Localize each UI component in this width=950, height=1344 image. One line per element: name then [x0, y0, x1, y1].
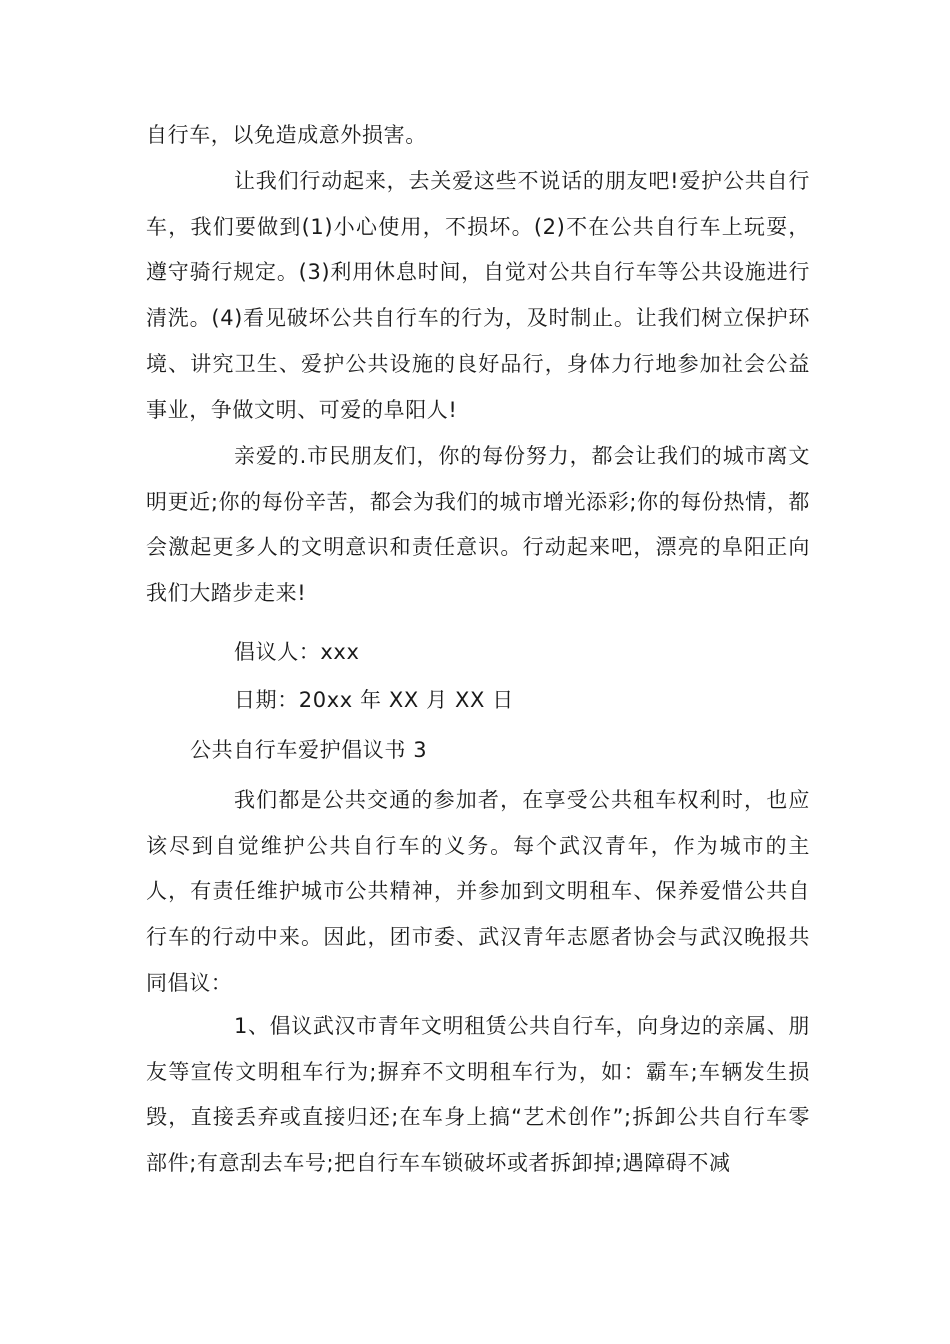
- paragraph-dear-citizens: 亲爱的.市民朋友们，你的每份努力，都会让我们的城市离文明更近;你的每份辛苦，都会为我们的城市增光添彩;你的每份热情，都会激起更多人的文明意识和责任意识。行动起来吧，漂亮的阜阳正向我们大踏步走来!: [146, 444, 810, 606]
- date-line: 日期：20xx 年 XX 月 XX 日: [234, 688, 514, 712]
- paragraph-wuhan-youth: 我们都是公共交通的参加者，在享受公共租车权利时，也应该尽到自觉维护公共自行车的义务。每个武汉青年，作为城市的主人，有责任维护城市公共精神，并参加到文明租车、保养爱惜公共自行车的行动中来。因此，团市委、武汉青年志愿者协会与武汉晚报共同倡议：: [146, 788, 810, 995]
- proposer-line: 倡议人：xxx: [234, 640, 360, 664]
- section-title: 公共自行车爱护倡议书 3: [190, 738, 428, 762]
- paragraph-item-1: 1、倡议武汉市青年文明租赁公共自行车，向身边的亲属、朋友等宣传文明租车行为;摒弃不文明租车行为，如：霸车;车辆发生损毁，直接丢弃或直接归还;在车身上搞“艺术创作”;拆卸公共自行车零部件;有意刮去车号;把自行车车锁破坏或者拆卸掉;遇障碍不减: [146, 1014, 810, 1176]
- paragraph-take-action: 让我们行动起来，去关爱这些不说话的朋友吧!爱护公共自行车，我们要做到(1)小心使用，不损坏。(2)不在公共自行车上玩耍，遵守骑行规定。(3)利用休息时间，自觉对公共自行车等公共设施进行清洗。(4)看见破坏公共自行车的行为，及时制止。让我们树立保护环境、讲究卫生、爱护公共设施的良好品行，身体力行地参加社会公益事业，争做文明、可爱的阜阳人!: [146, 169, 810, 422]
- continuation-paragraph: 自行车，以免造成意外损害。: [146, 123, 427, 147]
